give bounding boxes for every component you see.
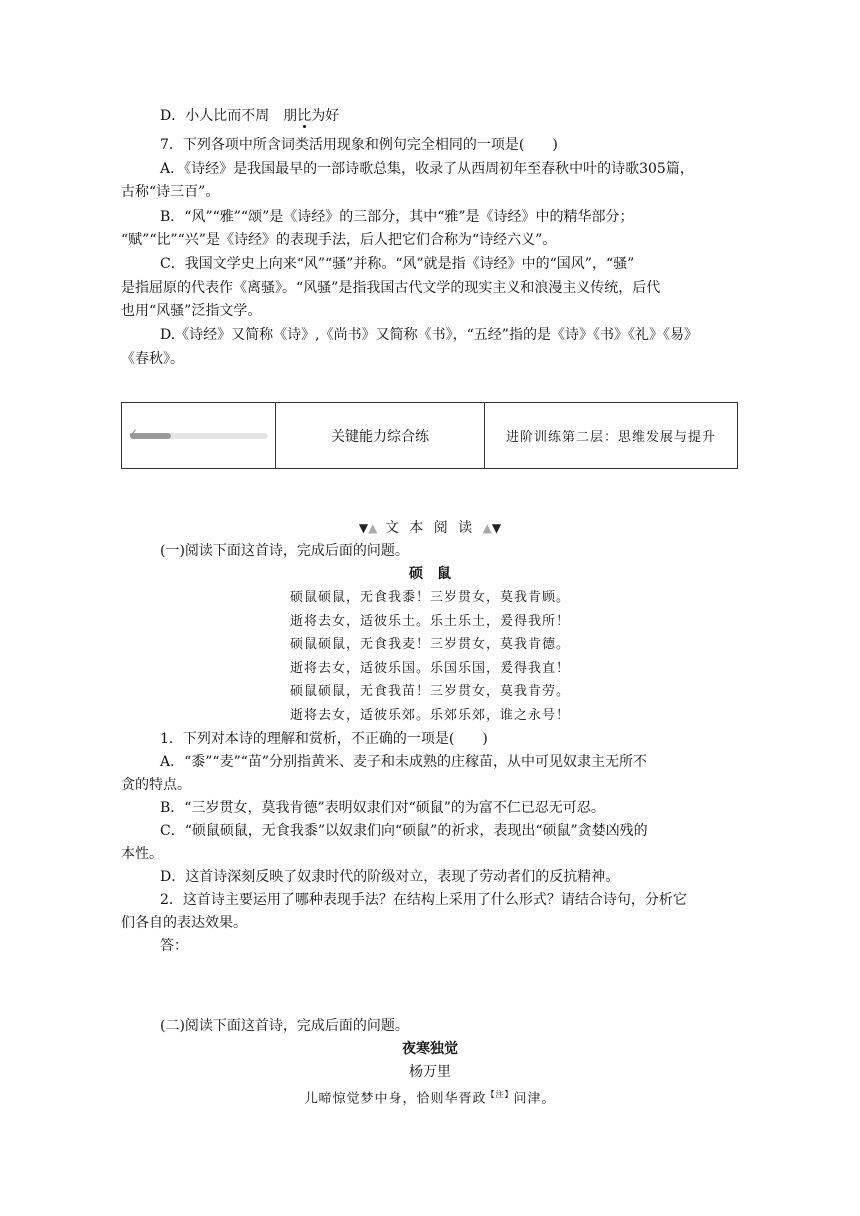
q1-option-c-cont: 本性。 [121,846,163,862]
q7-option-d-cont: 《春秋》。 [121,351,184,367]
poem2-line-text-b: 问津。 [513,1091,556,1107]
poem2-author: 杨万里 [409,1064,451,1080]
q7-option-b-cont: “赋”“比”“兴”是《诗经》的表现手法，后人把它们合称为“诗经六义”。 [121,232,557,248]
poem2-line-text-a: 儿啼惊觉梦中身，恰则华胥政 [304,1091,487,1107]
q1-option-d: D．这首诗深刻反映了奴隶时代的阶级对立，表现了劳动者们的反抗精神。 [160,869,620,885]
poem1-line: 逝将去女，适彼乐国。乐国乐国，爰得我直！ [289,661,570,676]
progress-bar [128,425,268,440]
poem2-title: 夜寒独觉 [402,1041,458,1057]
question-2-cont: 们各自的表达效果。 [121,915,247,931]
q7-option-d: D.《诗经》又简称《诗》,《尚书》又简称《书》，“五经”指的是《诗》《书》《礼》《易》 [160,327,698,343]
poem1-line: 硕鼠硕鼠，无食我苗！三岁贯女，莫我肯劳。 [289,684,570,699]
poem1-line: 硕鼠硕鼠，无食我黍！三岁贯女，莫我肯顾。 [289,590,570,605]
check-icon: ✓ [128,425,139,440]
section-heading [0,517,860,539]
banner-progress-cell [122,403,276,468]
triangle-down-icon: ▼ [491,521,502,535]
emphasis-dot: 比 [297,108,312,124]
part1-intro: (一)阅读下面这首诗，完成后面的问题。 [160,543,409,559]
q1-option-c: C．“硕鼠硕鼠，无食我黍”以奴隶们向“硕鼠”的祈求，表现出“硕鼠”贪婪凶残的 [160,823,648,839]
answer-label: 答： [160,938,188,954]
poem1-title: 硕 鼠 [409,566,451,582]
q7-option-c: C．我国文学史上向来“风”“骚”并称。“风”就是指《诗经》中的“国风”，“骚” [160,256,635,272]
question-2: 2．这首诗主要运用了哪种表现手法？在结构上采用了什么形式？请结合诗句，分析它 [160,892,687,908]
triangle-up-icon: ▲ [368,521,378,535]
triangle-down-icon: ▼ [358,521,369,535]
q1-option-a: A．“黍”“麦”“苗”分别指黄米、麦子和未成熟的庄稼苗，从中可见奴隶主无所不 [160,754,648,770]
poem1-line: 逝将去女，适彼乐土。乐土乐土，爰得我所！ [289,614,570,629]
prev-option-d: D．小人比而不周 朋比为好 [160,108,340,124]
question-7: 7．下列各项中所含词类活用现象和例句完全相同的一项是( ) [160,137,558,153]
banner-subtitle: 进阶训练第二层：思维发展与提升 [505,430,716,445]
section-banner [121,402,738,469]
q1-option-a-cont: 贪的特点。 [121,777,191,793]
q7-option-a-cont: 古称“诗三百”。 [121,184,220,200]
banner-title: 关键能力综合练 [276,403,485,468]
q1-option-b: B．“三岁贯女，莫我肯德”表明奴隶们对“硕鼠”的为富不仁已忍无可忍。 [160,800,605,816]
poem1-line: 硕鼠硕鼠，无食我麦！三岁贯女，莫我肯德。 [289,637,570,652]
q7-option-b: B．“风”“雅”“颂”是《诗经》的三部分，其中“雅”是《诗经》中的精华部分； [160,209,634,225]
question-1: 1．下列对本诗的理解和赏析，不正确的一项是( ) [160,731,488,747]
section-heading-text: 文 本 阅 读 [384,520,476,536]
part2-intro: (二)阅读下面这首诗，完成后面的问题。 [160,1018,409,1034]
footnote-marker: 【注】 [486,1090,514,1099]
q7-option-a: A．《诗经》是我国最早的一部诗歌总集，收录了从西周初年至春秋中叶的诗歌305篇， [160,161,694,177]
poem1-line: 逝将去女，适彼乐郊。乐郊乐郊，谁之永号！ [289,708,570,723]
q7-option-c-cont2: 也用“风骚”泛指文学。 [121,303,262,319]
poem2-line [0,1085,860,1109]
q7-option-c-cont: 是指屈原的代表作《离骚》。“风骚”是指我国古代文学的现实主义和浪漫主义传统，后代 [121,280,661,296]
triangle-up-icon: ▲ [482,521,492,535]
